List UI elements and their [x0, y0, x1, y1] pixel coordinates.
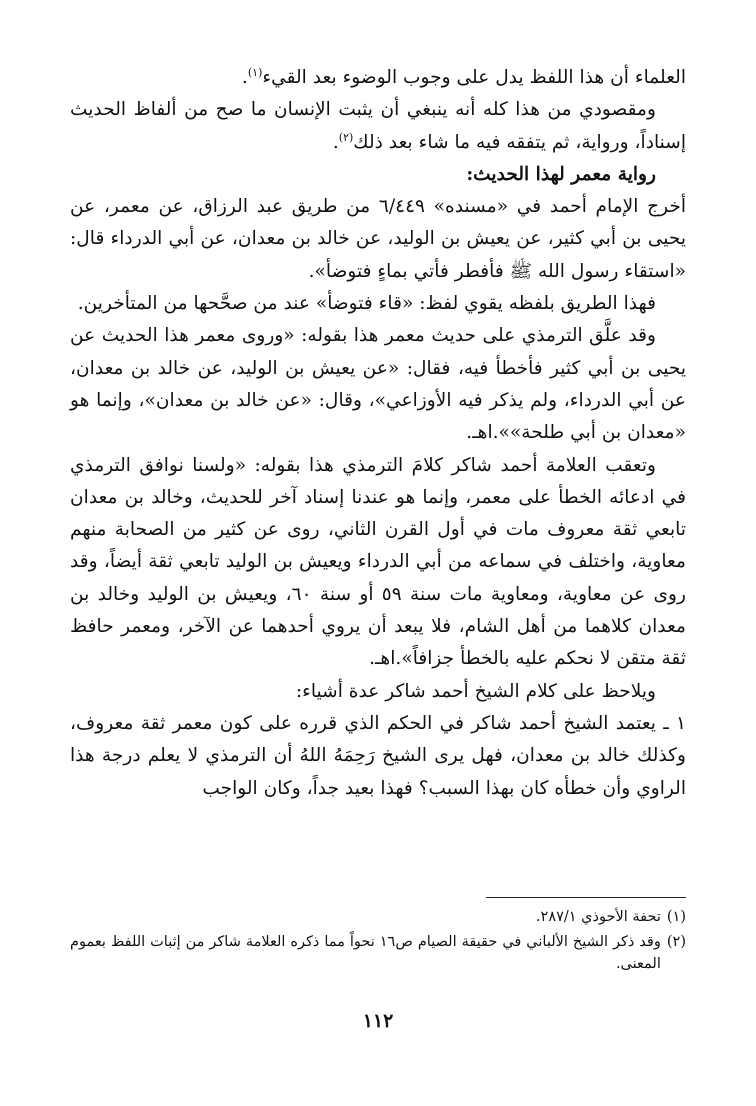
paragraph-2-text: ومقصودي من هذا كله أنه ينبغي أن يثبت الإنسان ما صح من ألفاظ الحديث إسناداً، ورواية، ثم يتفقه فيه ما شاء بعد ذلك	[70, 99, 686, 153]
footnote-divider	[486, 897, 686, 898]
footnote-1	[70, 906, 686, 928]
footnote-ref-1[interactable]: (١)	[247, 65, 263, 79]
paragraph-6: وتعقب العلامة أحمد شاكر كلامَ الترمذي هذا بقوله: «ولسنا نوافق الترمذي في ادعائه الخطأ على معمر، وإنما هو عندنا إسناد آخر للحديث، وخالد بن معدان تابعي ثقة معروف مات في أول القرن الثاني، روى عن كثير من الصحابة منهم معاوية، واختلف في سماعه من أبي الدرداء ويعيش بن الوليد تابعي ثقة أيضاً، وقد روى عن معاوية، ومعاوية مات سنة ٥٩ أو سنة ٦٠، ويعيش بن الوليد وخالد بن معدان كلاهما من أهل الشام، فلا يبعد أن يروي أحدهما عن الآخر، ومعمر حافظ ثقة متقن لا نحكم عليه بالخطأ جزافاً».اهـ.	[70, 454, 686, 670]
paragraph-2	[70, 94, 686, 159]
paragraph-8: ١ ـ يعتمد الشيخ أحمد شاكر في الحكم الذي قرره على كون معمر ثقة معروف، وكذلك خالد بن معدان، فهل يرى الشيخ رَحِمَهُ اللهُ أن الترمذي لا يعلم درجة هذا الراوي وأن خطأه كان بهذا السبب؟ فهذا بعيد جداً، وكان الواجب	[70, 712, 686, 799]
paragraph-1-text: العلماء أن هذا اللفظ يدل على وجوب الوضوء بعد القيء	[262, 67, 686, 88]
footnotes	[70, 906, 686, 978]
main-text	[70, 62, 686, 805]
paragraph-7: ويلاحظ على كلام الشيخ أحمد شاكر عدة أشياء:	[295, 680, 656, 702]
paragraph-4: فهذا الطريق بلفظه يقوي لفظ: «قاء فتوضأ» عند من صحَّحها من المتأخرين.	[77, 293, 656, 315]
paragraph-2-end: .	[332, 131, 339, 153]
footnote-1-number: (١)	[666, 909, 686, 925]
paragraph-1	[70, 62, 686, 94]
paragraph-5: وقد علَّق الترمذي على حديث معمر هذا بقوله: «وروى معمر هذا الحديث عن يحيى بن أبي كثير فأخطأ فيه، فقال: «عن يعيش بن الوليد، عن خالد بن معدان، عن أبي الدرداء، ولم يذكر فيه الأوزاعي»، وقال: «عن خالد بن معدان»، وإنما هو «معدان بن أبي طلحة»».اهـ.	[70, 325, 686, 444]
footnote-2-text: وقد ذكر الشيخ الألباني في حقيقة الصيام ص١٦ نحواً مما ذكره العلامة شاكر من إثبات اللفظ بعموم المعنى.	[70, 934, 661, 972]
paragraph-3: أخرج الإمام أحمد في «مسنده» ٦/٤٤٩ من طريق عبد الرزاق، عن معمر، عن يحيى بن أبي كثير، عن يعيش بن الوليد، عن خالد بن معدان، عن أبي الدرداء قال: «استقاء رسول الله ﷺ فأفطر فأتي بماءٍ فتوضأ».	[70, 196, 686, 282]
section-heading: رواية معمر لهذا الحديث:	[466, 163, 656, 185]
footnote-2-number: (٢)	[666, 934, 686, 950]
footnote-ref-2[interactable]: (٢)	[338, 130, 354, 144]
footnote-1-text: تحفة الأحوذي ٢٨٧/١.	[535, 909, 661, 925]
page-number: ١١٢	[362, 1010, 394, 1032]
footnote-2	[70, 931, 686, 975]
paragraph-1-end: .	[241, 67, 248, 88]
